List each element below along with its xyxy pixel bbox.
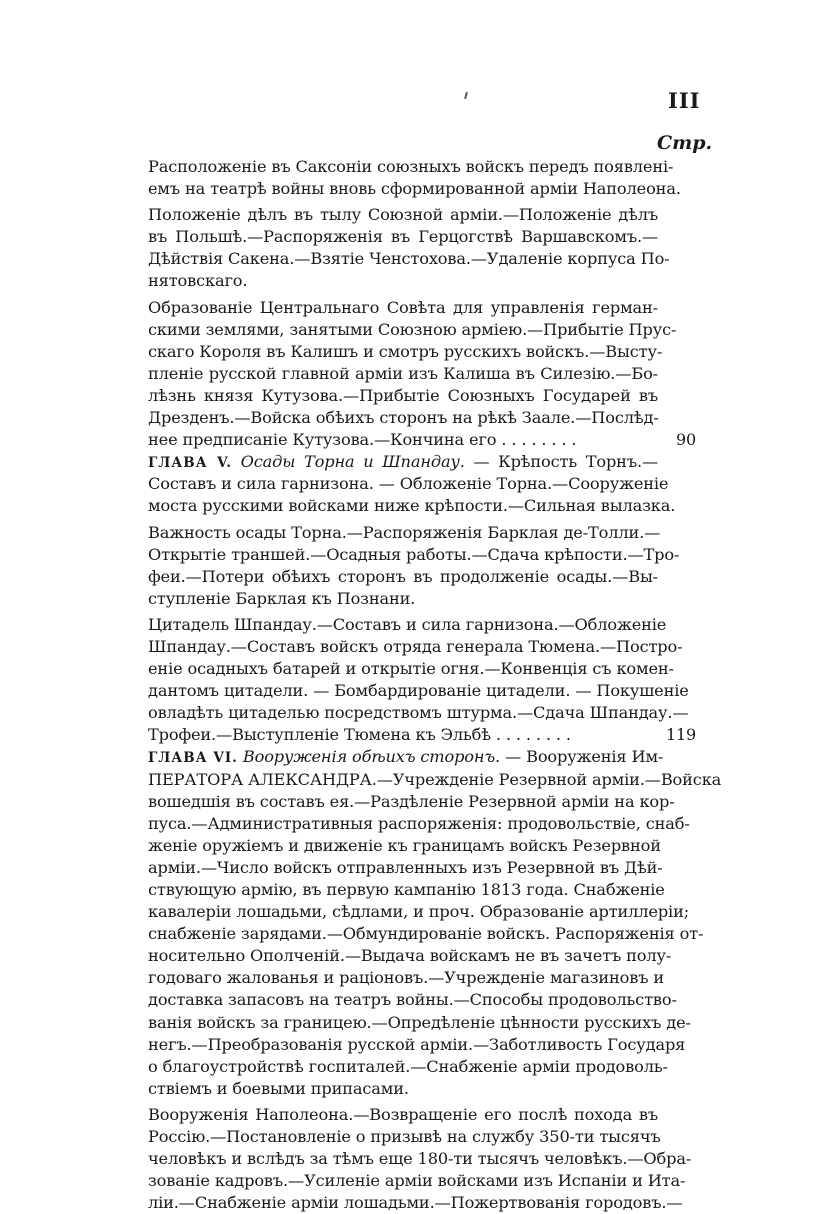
toc-line-text: Вооруженія Наполеона.—Возвращеніе его послѣ похода въ (148, 1104, 658, 1124)
toc-line (148, 495, 676, 517)
toc-line-text: въ Польшѣ.—Распоряженія въ Герцогствѣ Варшавскомъ.— (148, 227, 658, 247)
toc-line (148, 835, 661, 857)
toc-line-text: ванія войскъ за границею.—Опредѣленіе цѣнности русскихъ де- (148, 1012, 691, 1032)
toc-line (148, 407, 658, 429)
toc-line-text: Россію.—Постановленіе о призывѣ на службу 350-ти тысячъ (148, 1127, 661, 1147)
toc-line-text: годоваго жалованья и раціоновъ.—Учрежденіе магазиновъ и (148, 968, 665, 988)
toc-line (148, 270, 658, 292)
toc-line (148, 429, 697, 451)
toc-line (148, 636, 683, 658)
toc-line-text: пуса.—Административныя распоряженія: продовольствіе, снаб- (148, 813, 690, 833)
toc-line (148, 746, 664, 768)
toc-line-text: Трофеи.—Выступленіе Тюмена къ Эльбѣ . . . . . . . . (148, 725, 571, 745)
toc-line-text: пленіе русской главной арміи изъ Калиша въ Силезію.—Бо- (148, 363, 658, 383)
toc-line-text: доставка запасовъ на театръ войны.—Способы продовольство- (148, 990, 677, 1010)
chapter-rest: — Вооруженія Им- (500, 747, 664, 767)
toc-line (148, 658, 674, 680)
toc-line-text: Цитадель Шпандау.—Составъ и сила гарнизона.—Обложеніе (148, 614, 667, 634)
toc-line (148, 901, 690, 923)
toc-line (148, 967, 665, 989)
toc-line (148, 319, 677, 341)
toc-line-text: скими землями, занятыми Союзною арміею.—Прибытіе Прус- (148, 319, 677, 339)
toc-line-text: лѣзнь князя Кутузова.—Прибытіе Союзныхъ Государей въ (148, 385, 658, 405)
toc-line (148, 724, 697, 746)
toc-line-text: феи.—Потери обѣихъ сторонъ въ продолженіе осады.—Вы- (148, 566, 658, 586)
page-reference: 119 (666, 725, 697, 745)
page-column-label: Стр. (657, 132, 713, 154)
toc-line-text: ПЕРАТОРА АЛЕКСАНДРА.—Учрежденіе Резервной арміи.—Войска (148, 769, 722, 789)
toc-line (148, 1126, 661, 1148)
toc-line-text: зованіе кадровъ.—Усиленіе арміи войсками изъ Испаніи и Ита- (148, 1171, 686, 1191)
toc-line-text: кавалеріи лошадьми, сѣдлами, и проч. Образованіе артиллеріи; (148, 902, 690, 922)
chapter-rest: — Крѣпость Торнъ.— (464, 452, 659, 472)
toc-line (148, 989, 677, 1011)
chapter-title: Осады Торна и Шпандау. (240, 452, 465, 472)
toc-line (148, 451, 658, 473)
page-number: III (668, 88, 701, 113)
toc-line-text: ствіемъ и боевыми припасами. (148, 1078, 409, 1098)
toc-line (148, 1034, 686, 1056)
toc-line (148, 248, 670, 270)
chapter-title: Вооруженія обѣихъ сторонъ. (242, 747, 501, 767)
toc-line-text: нее предписаніе Кутузова.—Кончина его . . . . . . . . (148, 430, 577, 450)
toc-line-text: носительно Ополченій.—Выдача войскамъ не въ зачетъ полу- (148, 946, 672, 966)
toc-line (148, 297, 658, 319)
toc-line-text: ступленіе Барклая къ Познани. (148, 588, 416, 608)
toc-line (148, 614, 667, 636)
toc-line-text: Дѣйствія Сакена.—Взятіе Ченстохова.—Удаленіе корпуса По- (148, 249, 670, 269)
toc-line (148, 1078, 658, 1100)
toc-line (148, 857, 663, 879)
toc-line-text: емъ на театрѣ войны вновь сформированной арміи Наполеона. (148, 179, 681, 199)
toc-line (148, 363, 658, 385)
stray-mark (464, 92, 468, 99)
toc-line (148, 204, 658, 226)
toc-line (148, 1056, 668, 1078)
toc-line-text: Расположеніе въ Саксоніи союзныхъ войскъ передъ появлені- (148, 157, 674, 176)
toc-line (148, 385, 658, 407)
toc-line-text: Шпандау.—Составъ войскъ отряда генерала Тюмена.—Постро- (148, 636, 683, 656)
toc-line-text: Образованіе Центральнаго Совѣта для управленія герман- (148, 297, 658, 317)
toc-line (148, 680, 689, 702)
toc-line (148, 522, 661, 544)
toc-line (148, 769, 722, 791)
toc-line (148, 1192, 683, 1214)
toc-line (148, 566, 658, 588)
toc-line-text: человѣкъ и вслѣдъ за тѣмъ еще 180-ти тысячъ человѣкъ.—Обра- (148, 1149, 692, 1169)
toc-line-text: Открытіе траншей.—Осадныя работы.—Сдача крѣпости.—Тро- (148, 544, 680, 564)
toc-line-text: негъ.—Преобразованія русской арміи.—Заботливость Государя (148, 1034, 686, 1054)
toc-line-text: о благоустройствѣ госпиталей.—Снабженіе арміи продоволь- (148, 1056, 668, 1076)
page-reference: 90 (676, 430, 697, 450)
toc-line (148, 1012, 691, 1034)
toc-line (148, 1104, 658, 1126)
chapter-label: ГЛАВА VI. (148, 750, 238, 767)
toc-line (148, 544, 680, 566)
toc-line-text: ліи.—Снабженіе арміи лошадьми.—Пожертвованія городовъ.— (148, 1193, 683, 1213)
toc-line-text: Составъ и сила гарнизона. — Обложеніе Торна.—Сооруженіе (148, 474, 669, 494)
toc-line-text: Дрезденъ.—Войска обѣихъ сторонъ на рѣкѣ Заале.—Послѣд- (148, 408, 659, 428)
toc-line-text: моста русскими войсками ниже крѣпости.—Сильная вылазка. (148, 496, 676, 516)
toc-line (148, 473, 669, 495)
toc-line (148, 341, 663, 363)
toc-line-text: снабженіе зарядами.—Обмундированіе войскъ. Распоряженія от- (148, 924, 704, 944)
toc-line-text: арміи.—Число войскъ отправленныхъ изъ Резервной въ Дѣй- (148, 857, 663, 877)
toc-line-text: еніе осадныхъ батарей и открытіе огня.—Конвенція съ комен- (148, 659, 674, 679)
toc-line (148, 702, 689, 724)
toc-line (148, 923, 704, 945)
toc-line (148, 1148, 692, 1170)
table-of-contents (148, 156, 722, 1214)
toc-line-text: Положеніе дѣлъ въ тылу Союзной арміи.—Положеніе дѣлъ (148, 205, 658, 225)
toc-line (148, 945, 672, 967)
toc-line (148, 226, 658, 248)
toc-line (148, 813, 690, 835)
toc-line (148, 588, 658, 610)
toc-line-text: нятовскаго. (148, 271, 248, 291)
toc-line (148, 1170, 686, 1192)
toc-line-text: женіе оружіемъ и движеніе къ границамъ войскъ Резервной (148, 835, 661, 855)
toc-line (148, 879, 665, 901)
toc-line-text: дантомъ цитадели. — Бомбардированіе цитадели. — Покушеніе (148, 681, 689, 701)
chapter-label: ГЛАВА V. (148, 455, 232, 472)
toc-line-text: вошедшія въ составъ ея.—Раздѣленіе Резервной арміи на кор- (148, 791, 675, 811)
toc-line-text: ствующую армію, въ первую кампанію 1813 года. Снабженіе (148, 880, 665, 899)
toc-line (148, 178, 681, 200)
toc-line-text: Важность осады Торна.—Распоряженія Барклая де-Толли.— (148, 522, 661, 542)
toc-line (148, 156, 674, 178)
toc-line-text: скаго Короля въ Калишъ и смотръ русскихъ войскъ.—Высту- (148, 341, 663, 361)
toc-line-text: овладѣть цитаделью посредствомъ штурма.—Сдача Шпандау.— (148, 703, 689, 723)
toc-line (148, 791, 675, 813)
